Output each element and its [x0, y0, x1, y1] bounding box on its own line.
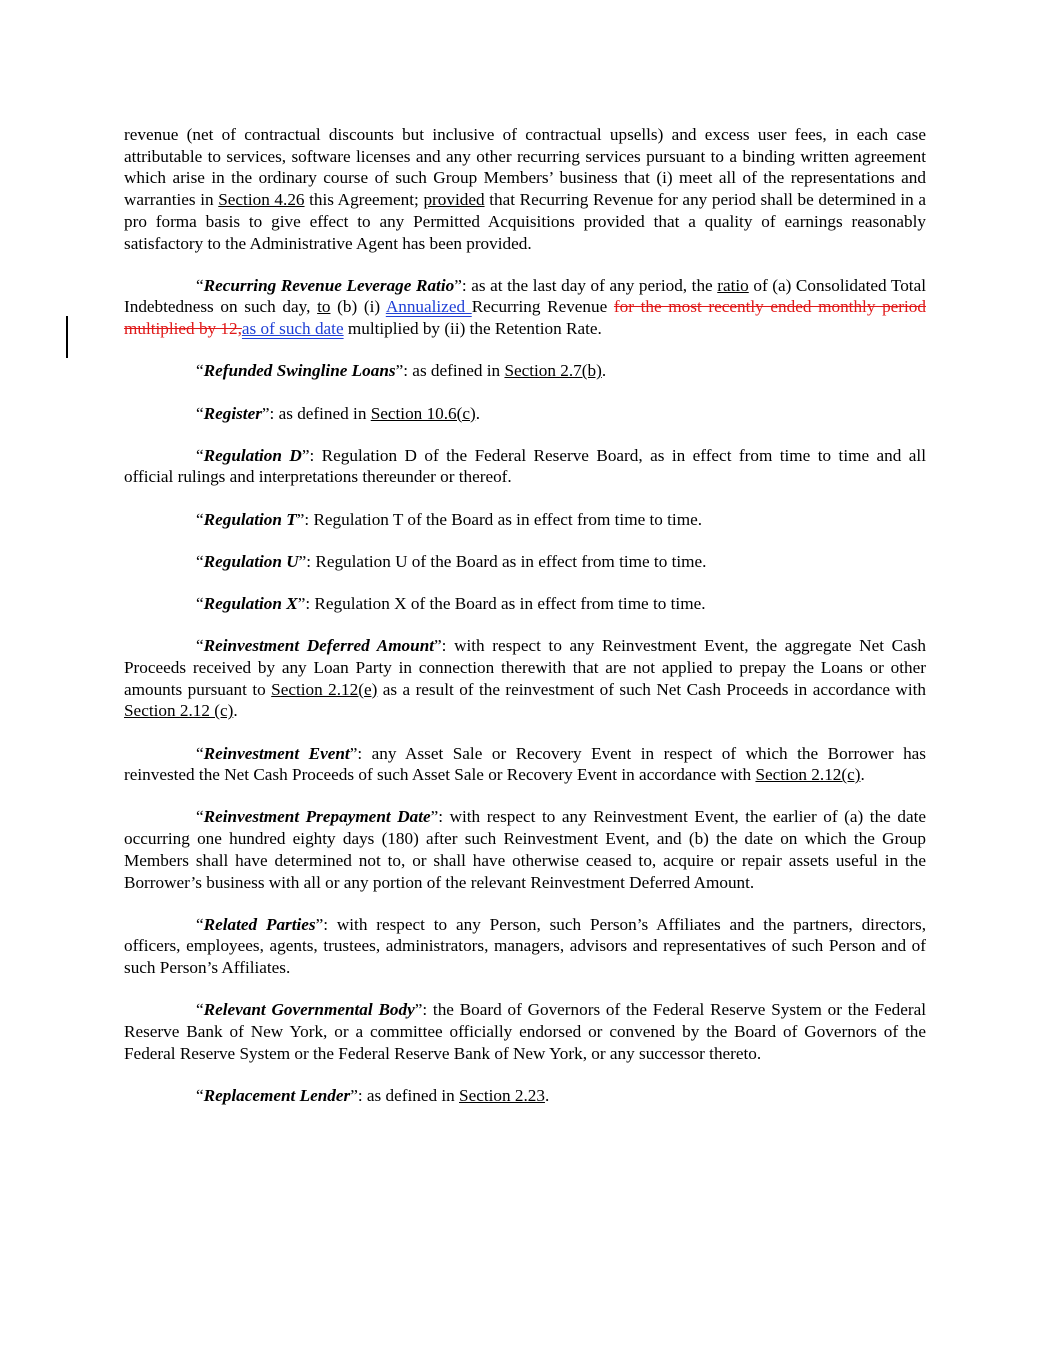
defined-term: Replacement Lender — [203, 1086, 351, 1105]
defined-term: Relevant Governmental Body — [203, 1000, 415, 1020]
text-run: ”: with respect to any Reinvestment Event, the aggregate Net Cash Proceeds received by any Loan Party in connection therewith that are not applied to prepay the Loans or other amounts pursuant to — [124, 636, 926, 699]
text-run: “ — [196, 914, 204, 934]
text-run: “ — [196, 275, 204, 295]
inserted-text: Annualized — [385, 297, 472, 317]
defined-term: Regulation X — [203, 594, 298, 614]
section-reference: Section 2.12(c) — [755, 765, 861, 785]
section-reference: Section 4.26 — [218, 190, 305, 210]
definition-paragraph — [124, 360, 926, 382]
text-run: “ — [196, 509, 204, 529]
section-reference: Section 2.23 — [459, 1086, 545, 1105]
text-run: . — [544, 1086, 550, 1105]
text-run: . — [601, 361, 607, 381]
definition-paragraph — [124, 593, 926, 615]
defined-term: Register — [203, 403, 262, 423]
text-run: . — [860, 765, 865, 785]
text-run: ”: the Board of Governors of the Federal Reserve System or the Federal Reserve Bank of New York, or a committee officially endorsed or convened by the Board of Governors of the Federal Reserve System or the Federal Reserve Bank of New York, or any successor thereto. — [124, 1000, 927, 1063]
defined-term: Reinvestment Prepayment Date — [203, 807, 431, 827]
section-reference: Section 2.12(e) — [271, 679, 378, 699]
text-run: . — [475, 403, 481, 423]
defined-term: Regulation U — [203, 551, 299, 571]
text-run: Recurring Revenue — [471, 297, 614, 317]
text-run: ”: as at the last day of any period, the — [454, 275, 718, 295]
text-run: ”: Regulation T of the Board as in effect from time to time. — [296, 509, 703, 529]
text-run: ”: Regulation U of the Board as in effect from time to time. — [298, 551, 707, 571]
text-run: as a result of the reinvestment of such Net Cash Proceeds in accordance with — [377, 679, 926, 699]
definition-paragraph — [124, 403, 926, 425]
definition-paragraph — [124, 124, 926, 254]
text-run: “ — [196, 594, 204, 614]
text-run: ”: as defined in — [261, 403, 371, 423]
text-run: ”: Regulation X of the Board as in effect from time to time. — [297, 594, 706, 614]
definition-paragraph — [124, 275, 926, 340]
definition-paragraph — [124, 999, 926, 1064]
deleted-text: for the most recently ended monthly period multiplied by 12, — [124, 297, 926, 339]
document-page — [124, 124, 926, 1127]
text-run: “ — [196, 445, 204, 465]
text-run: “ — [196, 551, 204, 571]
text-run: of (a) Consolidated Total Indebtedness on such day, — [124, 275, 926, 317]
section-reference: Section 10.6(c) — [370, 403, 476, 423]
definition-paragraph — [124, 806, 926, 893]
definition-paragraph — [124, 914, 926, 979]
text-run: this Agreement; — [304, 190, 424, 210]
defined-term: Regulation D — [203, 445, 302, 465]
section-reference: provided — [423, 190, 485, 210]
text-run: that Recurring Revenue for any period shall be determined in a pro forma basis to give effect to any Permitted Acquisitions provided that a quality of earnings reasonably satisfactory to the Administrative Agent has been provided. — [124, 190, 926, 253]
defined-term: Related Parties — [203, 914, 316, 934]
definition-paragraph — [124, 1085, 926, 1107]
text-run: “ — [196, 361, 204, 381]
text-run: “ — [196, 743, 204, 763]
defined-term: Refunded Swingline Loans — [203, 361, 396, 381]
defined-term: Reinvestment Event — [203, 743, 350, 763]
text-run: ”: as defined in — [350, 1086, 460, 1105]
definition-paragraph — [124, 635, 926, 722]
text-run: “ — [196, 636, 204, 656]
text-run: “ — [196, 807, 204, 827]
text-run: ”: any Asset Sale or Recovery Event in respect of which the Borrower has reinvested the Net Cash Proceeds of such Asset Sale or Recovery Event in accordance with — [124, 743, 926, 785]
text-run: ”: with respect to any Reinvestment Event, the earlier of (a) the date occurring one hundred eighty days (180) after such Reinvestment Event, and (b) the date on which the Group Members shall have determined not to, or shall have otherwise ceased to, acquire or repair assets useful in the Borrower’s business with all or any portion of the relevant Reinvestment Deferred Amount. — [124, 807, 926, 892]
text-run: ”: as defined in — [395, 361, 505, 381]
revision-change-bar — [66, 316, 68, 358]
text-run: . — [233, 701, 238, 721]
text-run: (b) (i) — [330, 297, 386, 317]
defined-term: Regulation T — [203, 509, 297, 529]
section-reference: ratio — [717, 275, 749, 295]
text-run: revenue (net of contractual discounts but inclusive of contractual upsells) and excess user fees, in each case attributable to services, software licenses and any other recurring services pursuant to a binding written agreement which arise in the ordinary course of such Group Members’ business that (i) meet all of the representations and warranties in — [124, 125, 926, 210]
inserted-text: as of such date — [241, 319, 344, 339]
text-run: ”: with respect to any Person, such Person’s Affiliates and the partners, directors, officers, employees, agents, trustees, administrators, managers, advisors and representatives of such Person and of such Person’s Affiliates. — [124, 914, 926, 978]
definition-paragraph — [124, 743, 926, 786]
defined-term: Reinvestment Deferred Amount — [203, 636, 435, 656]
text-run: “ — [196, 1000, 204, 1020]
definition-paragraph — [124, 509, 926, 531]
text-run: “ — [196, 1086, 204, 1105]
section-reference: to — [317, 297, 331, 317]
text-run: “ — [196, 403, 204, 423]
text-run: multiplied by (ii) the Retention Rate. — [343, 319, 602, 339]
section-reference: Section 2.12 (c) — [124, 701, 234, 721]
section-reference: Section 2.7(b) — [504, 361, 602, 381]
definition-paragraph — [124, 445, 926, 488]
definition-paragraph — [124, 551, 926, 573]
text-run: ”: Regulation D of the Federal Reserve Board, as in effect from time to time and all official rulings and interpretations thereunder or thereof. — [124, 445, 926, 487]
defined-term: Recurring Revenue Leverage Ratio — [203, 275, 455, 295]
